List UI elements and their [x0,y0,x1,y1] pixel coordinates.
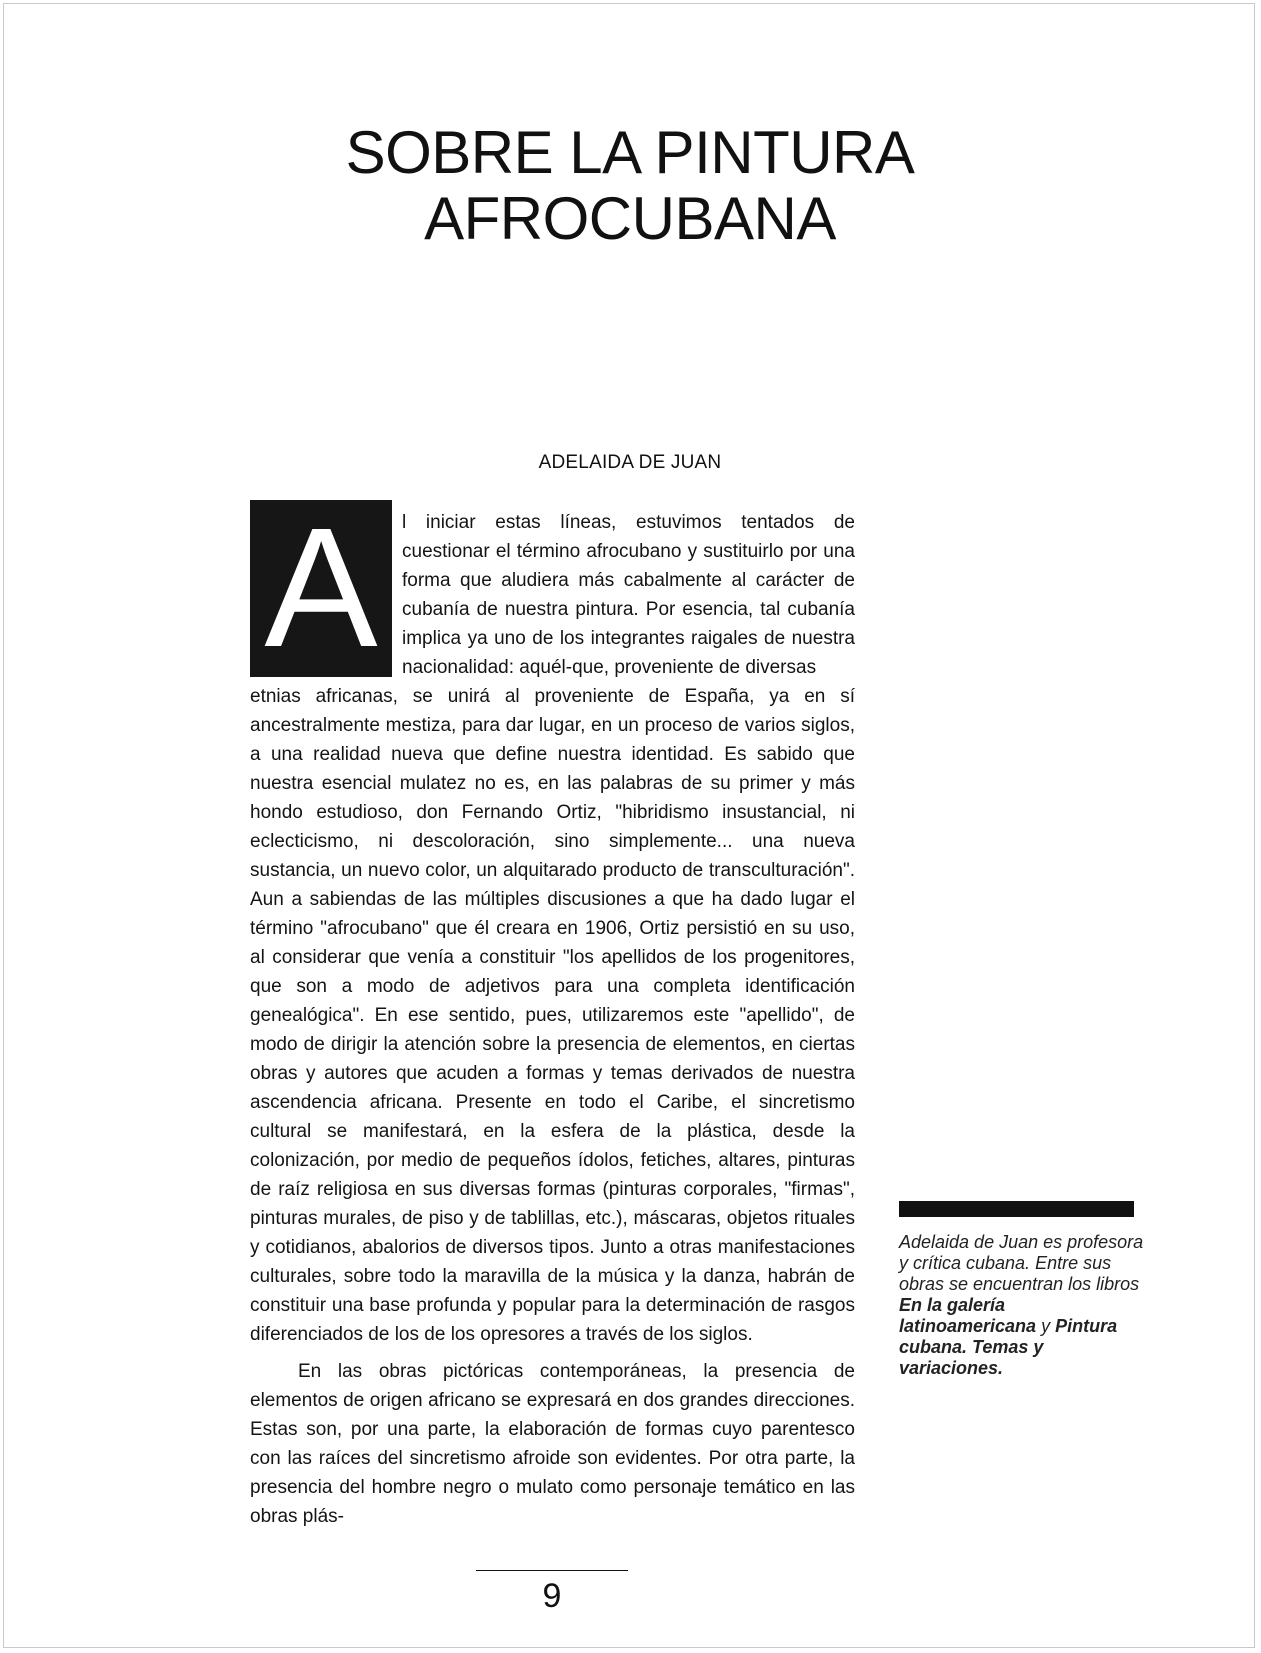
article-author: ADELAIDA DE JUAN [538,452,722,473]
sidebar-rule [899,1201,1134,1217]
book-title-2: Pintura cubana. Temas y variaciones. [899,1316,1118,1378]
paragraph-1-continuation: etnias africanas, se unirá al proveniente de España, ya en sí ancestralmente mestiza, para dar lugar, en un proceso de varios siglos, a una realidad nueva que define nuestra identidad. Es sabido que nuestra esencial mulatez no es, en las palabras de su primer y más hondo estudioso, don Fernando Ortiz, "hibridismo insustancial, ni eclecticismo, ni descoloración, sino simplemente... una nueva sustancia, un nuevo color, un alquitarado producto de transculturación". Aun a sabiendas de las múltiples discusiones a que ha dado lugar el término "afrocubano" que él creara en 1906, Ortiz persistió en su uso, al considerar que venía a constituir "los apellidos de los progenitores, que son a modo de adjetivos para una completa identificación genealógica". En ese sentido, pues, utilizaremos este "apellido", de modo de dirigir la atención sobre la presencia de elementos, en ciertas obras y autores que acuden a formas y temas derivados de nuestra ascendencia africana. Presente en todo el Caribe, el sincretismo cultural se manifestará, en la esfera de la plástica, desde la colonización, por medio de pequeños ídolos, fetiches, altares, pinturas de raíz religiosa en sus diversas formas (pinturas corporales, "firmas", pinturas murales, de piso y de tablillas, etc.), máscaras, objetos rituales y cotidianos, abalorios de diversos tipos. Junto a otras manifestaciones culturales, sobre todo la maravilla de la música y la danza, habrán de constituir una base profunda y popular para la determinación de rasgos diferenciados de los de los opresores a través de los siglos. [250,686,855,1345]
book-title-1: En la galería latinoamericana [899,1295,1037,1336]
article-title [200,120,1060,252]
book-connector: y [1041,1316,1051,1336]
article-body-paragraph-1 [250,508,855,1349]
page-number: 9 [542,1577,562,1615]
footer-rule [476,1570,628,1571]
paragraph-1-opening: l iniciar estas líneas, estuvimos tentados de cuestionar el término afrocubano y sustituirlo por una forma que aludiera más cabalmente al carácter de cubanía de nuestra pintura. Por esencia, tal cubanía implica ya uno de los integrantes raigales de nuestra nacionalidad: aquél-que, proveniente de diversas [402,512,855,678]
article-body-paragraph-2: En las obras pictóricas contemporáneas, la presencia de elementos de origen africano se expresará en dos grandes direcciones. Estas son, por una parte, la elaboración de formas cuyo parentesco con las raíces del sincretismo afroide son evidentes. Por otra parte, la presencia del hombre negro o mulato como personaje temático en las obras plás- [250,1361,855,1527]
author-bio-note [899,1232,1144,1379]
drop-cap: A [250,500,392,677]
author-bio-text: Adelaida de Juan es profesora y crítica cubana. Entre sus obras se encuentran los libros [899,1232,1144,1294]
article-title-line-2: AFROCUBANA [424,185,836,252]
article-title-line-1: SOBRE LA PINTURA [345,119,915,186]
